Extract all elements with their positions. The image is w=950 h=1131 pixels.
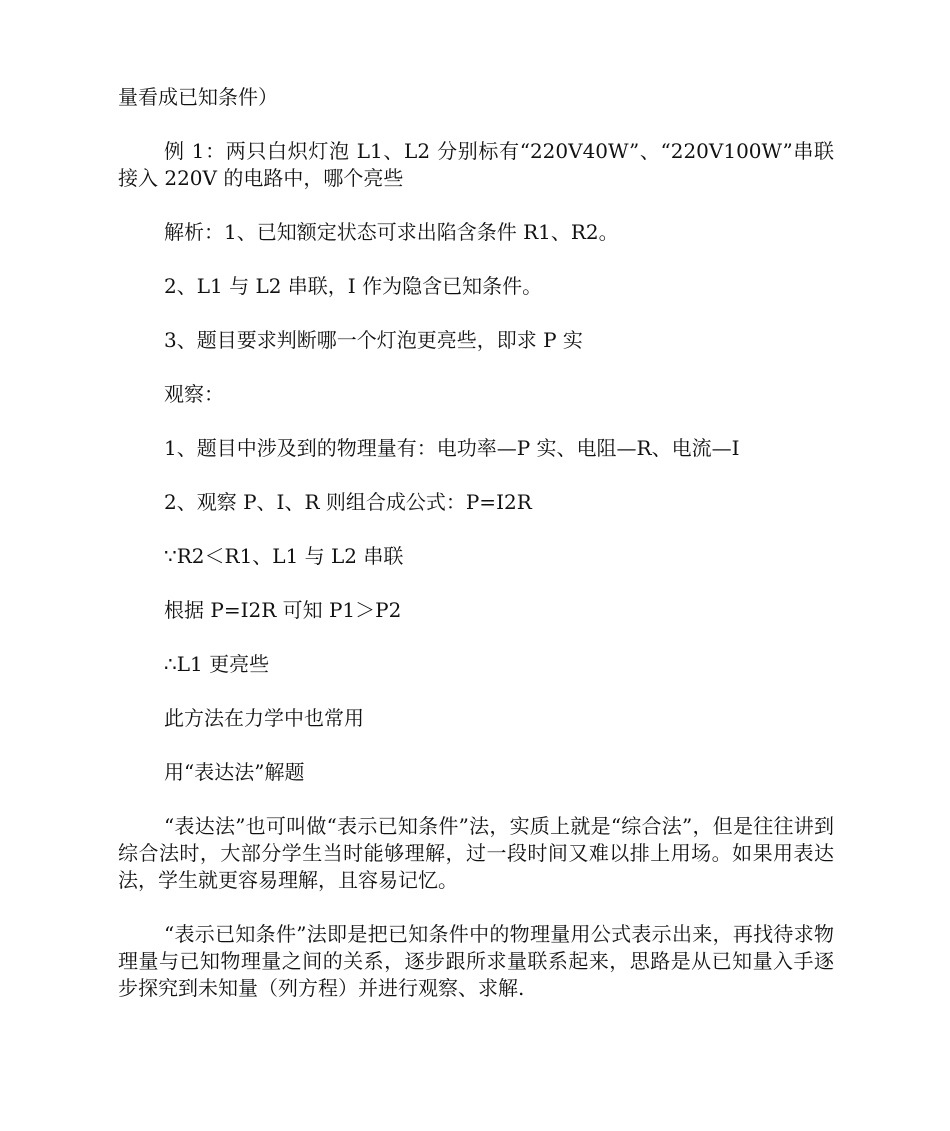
paragraph-according: 根据 P=I2R 可知 P1＞P2 [164,598,402,622]
paragraph-expression-method: “表达法”也可叫做“表示已知条件”法，实质上就是“综合法”，但是往往讲到综合法时，大部分学生当时能够理解，过一段时间又难以排上用场。如果用表达法，学生就更容易理解，且容易记忆。 [118,814,834,892]
document-page [118,84,834,1002]
paragraph-observe-1: 1、题目中涉及到的物理量有：电功率—P 实、电阻—R、电流—I [164,436,740,460]
paragraph-observe-heading: 观察： [164,382,224,406]
paragraph-known-conditions-method: “表示已知条件”法即是把已知条件中的物理量用公式表示出来，再找待求物理量与已知物理量之间的关系，逐步跟所求量联系起来，思路是从已知量入手逐步探究到未知量（列方程）并进行观察、求解. [118,922,834,1000]
paragraph-because: ∵R2＜R1、L1 与 L2 串联 [164,544,404,568]
paragraph-section-heading: 用“表达法”解题 [164,760,305,784]
paragraph-observe-2: 2、观察 P、I、R 则组合成公式：P=I2R [164,490,532,514]
paragraph-analysis-3: 3、题目要求判断哪一个灯泡更亮些，即求 P 实 [164,328,583,352]
paragraph-analysis-1: 解析：1、已知额定状态可求出陷含条件 R1、R2。 [164,220,619,244]
paragraph-example-1: 例 1：两只白炽灯泡 L1、L2 分别标有“220V40W”、“220V100W”串联接入 220V 的电路中，哪个亮些 [118,139,834,190]
paragraph-mechanics-note: 此方法在力学中也常用 [164,706,364,730]
paragraph-therefore: ∴L1 更亮些 [164,652,270,676]
paragraph-continuation: 量看成已知条件） [118,85,278,109]
paragraph-analysis-2: 2、L1 与 L2 串联，I 作为隐含已知条件。 [164,274,543,298]
